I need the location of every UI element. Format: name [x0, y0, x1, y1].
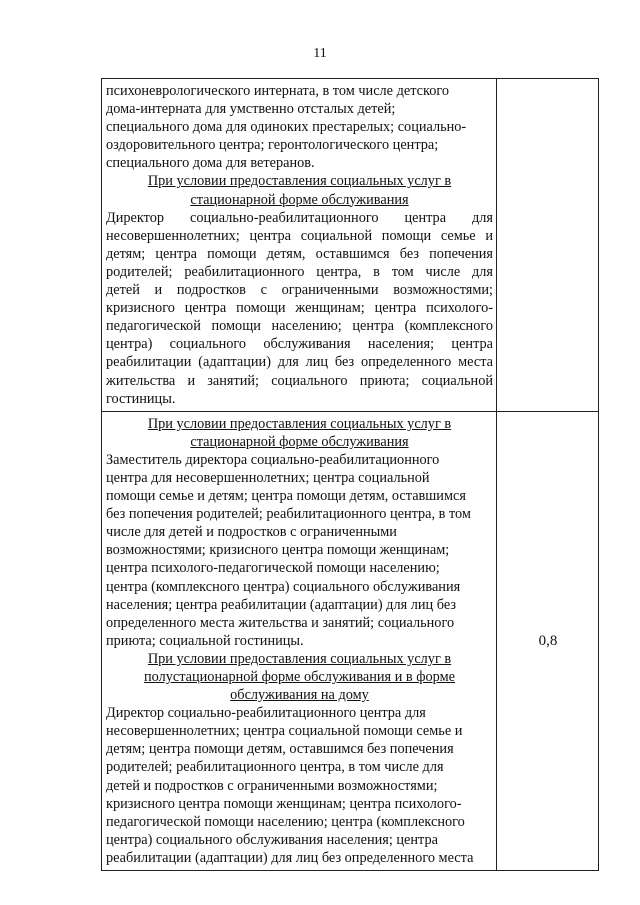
- page-number: 11: [313, 46, 327, 61]
- text-line: возможностями; кризисного центра помощи женщинам;: [106, 542, 450, 559]
- table-row: [102, 79, 599, 412]
- text-line: центра) социального обслуживания населения; центра: [106, 336, 493, 353]
- text-line: Заместитель директора социально-реабилитационного: [106, 451, 440, 468]
- text-line: оздоровительного центра; геронтологического центра;: [106, 137, 439, 154]
- text-line: педагогической помощи населению; центра (комплексного: [106, 813, 465, 830]
- section-heading-line: При условии предоставления социальных услуг в: [147, 415, 452, 432]
- coefficient-cell: [497, 79, 599, 412]
- text-line: детям; центра помощи детям, оставшимся без попечения: [106, 245, 493, 262]
- text-line: детям; центра помощи детям, оставшимся без попечения: [106, 741, 454, 758]
- text-line: педагогической помощи населению; центра (комплексного: [106, 318, 493, 335]
- text-line: без попечения родителей; реабилитационного центра, в том: [106, 506, 471, 523]
- text-line: детей и подростков с ограниченными возможностями;: [106, 282, 493, 299]
- coefficient-cell: 0,8: [497, 411, 599, 870]
- text-line: специального дома для одиноких престарелых; социально-: [106, 119, 467, 136]
- coefficient-table: [101, 78, 599, 871]
- text-line: центра психолого-педагогической помощи населению;: [106, 560, 440, 577]
- text-line: несовершеннолетних; центра социальной помощи семье и: [106, 227, 493, 244]
- table-row: [102, 411, 599, 870]
- text-line: дома-интерната для умственно отсталых детей;: [106, 101, 396, 118]
- text-line: населения; центра реабилитации (адаптации) для лиц без: [106, 596, 456, 613]
- position-cell: [102, 79, 497, 412]
- text-line: детей и подростков с ограниченными возможностями;: [106, 777, 438, 794]
- section-heading-line: При условии предоставления социальных услуг в: [147, 650, 452, 667]
- text-line: реабилитации (адаптации) для лиц без определенного места: [106, 354, 493, 371]
- text-line: центра) социального обслуживания населения; центра: [106, 831, 438, 848]
- text-line: психоневрологического интерната, в том числе детского: [106, 83, 450, 99]
- section-heading-line: полустационарной форме обслуживания и в форме: [144, 669, 455, 685]
- text-line: определенного места жительства и занятий; социального: [106, 614, 455, 631]
- text-line: несовершеннолетних; центра социальной помощи семье и: [106, 723, 463, 740]
- position-cell: [102, 411, 497, 870]
- text-line: жительства и занятий; социального приюта; социальной: [106, 372, 493, 389]
- text-line: родителей; реабилитационного центра, в том числе для: [106, 759, 444, 776]
- section-heading-line: стационарной форме обслуживания: [190, 191, 409, 208]
- text-line: кризисного центра помощи женщинам; центра психолого-: [106, 300, 493, 317]
- text-line: центра (комплексного центра) социального обслуживания: [106, 578, 461, 595]
- text-line: помощи семье и детям; центра помощи детям, оставшимся: [106, 488, 466, 505]
- text-line: Директор социально-реабилитационного центра для: [106, 705, 426, 722]
- text-line: Директор социально-реабилитационного центра для: [106, 209, 493, 226]
- text-line: реабилитации (адаптации) для лиц без определенного места: [106, 849, 474, 866]
- text-line: центра для несовершеннолетних; центра социальной: [106, 469, 430, 486]
- text-line: гостиницы.: [106, 390, 176, 407]
- text-line: приюта; социальной гостиницы.: [106, 632, 304, 649]
- text-line: специального дома для ветеранов.: [106, 155, 315, 172]
- text-line: числе для детей и подростков с ограниченными: [106, 524, 397, 541]
- text-line: кризисного центра помощи женщинам; центра психолого-: [106, 795, 462, 812]
- text-line: родителей; реабилитационного центра, в том числе для: [106, 263, 493, 280]
- section-heading-line: стационарной форме обслуживания: [190, 433, 409, 450]
- section-heading-line: обслуживания на дому: [230, 687, 369, 704]
- section-heading-line: При условии предоставления социальных услуг в: [147, 173, 452, 190]
